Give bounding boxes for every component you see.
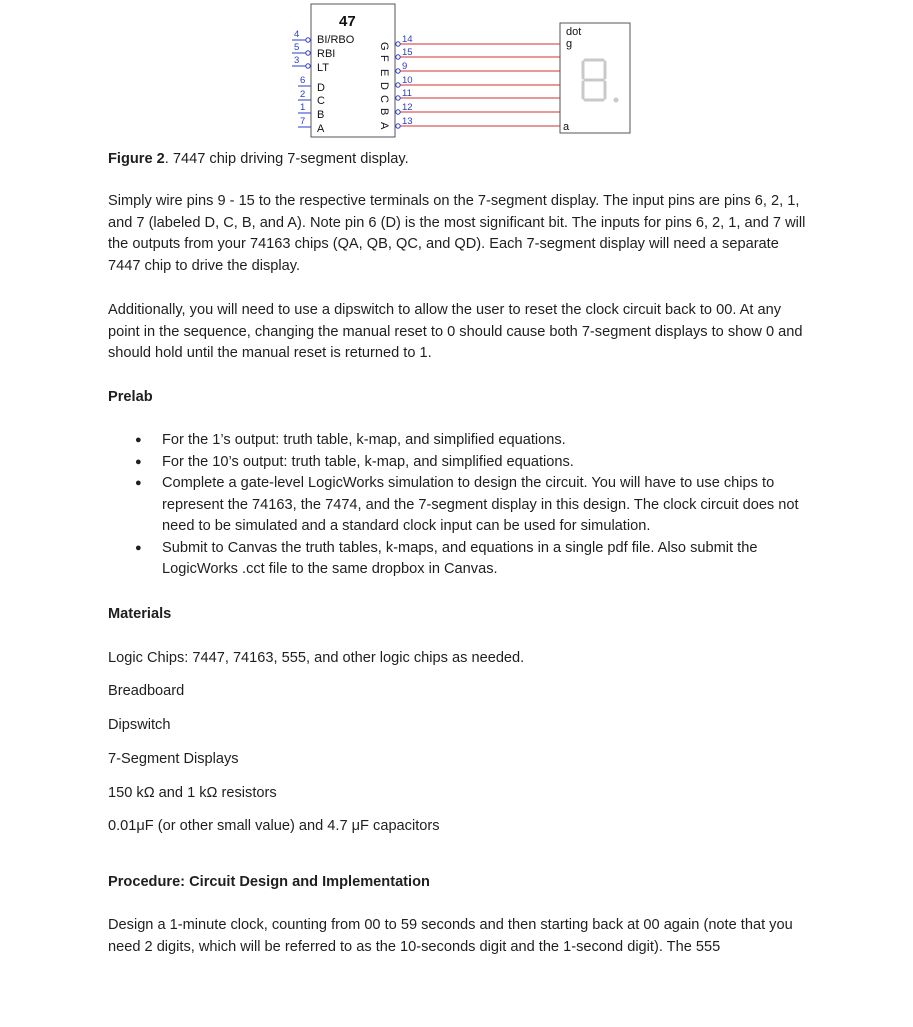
materials-heading: Materials (108, 606, 172, 622)
label-in-b: B (317, 109, 325, 121)
materials-item: 150 kΩ and 1 kΩ resistors (108, 785, 277, 801)
label-bi-rbo: BI/RBO (317, 34, 355, 46)
paragraph-wiring: Simply wire pins 9 - 15 to the respective terminals on the 7-segment display. The input pins are pins 6, 2, 1, and 7 (labeled D, C, B, and A). Note pin 6 (D) is the most significant bit. The inputs for pins 6, 2, 1, and 7 will the outputs from your 74163 chips (QA, QB, QC, and QD). Each 7-segment display will need a separate 7447 chip to drive the display. (108, 193, 806, 274)
pin-4: 4 (294, 29, 300, 40)
figure-caption-text: . 7447 chip driving 7-segment display. (164, 151, 409, 167)
output-wires (400, 44, 560, 126)
materials-item: Breadboard (108, 683, 185, 699)
figure-7447-diagram (0, 0, 913, 140)
materials-item: 7-Segment Displays (108, 751, 239, 767)
chip-right-pin-stubs (396, 42, 400, 128)
prelab-heading: Prelab (108, 389, 153, 405)
label-in-a: A (317, 123, 325, 135)
label-out-g: G (378, 42, 390, 51)
pin-12: 12 (402, 102, 413, 113)
pin-11: 11 (402, 88, 412, 99)
prelab-item: ● For the 10’s output: truth table, k-map, and simplified equations. (108, 452, 808, 474)
label-rbi: RBI (317, 48, 336, 60)
procedure-heading: Procedure: Circuit Design and Implementation (108, 874, 430, 890)
prelab-item: ● Complete a gate-level LogicWorks simulation to design the circuit. You will have to use chips to represent the 74163, the 7474, and the 7-segment display in this design. The clock circuit does not need to be simulated and a standard clock input can be used for simulation. (108, 473, 808, 538)
label-out-d: D (378, 82, 390, 90)
segment-dot-icon (614, 98, 619, 103)
label-lt: LT (317, 62, 330, 74)
pin-2: 2 (300, 89, 306, 100)
label-out-b: B (378, 108, 390, 116)
label-in-d: D (317, 82, 325, 94)
figure-caption-label: Figure 2 (108, 151, 165, 167)
procedure-text: Design a 1-minute clock, counting from 00 to 59 seconds and then starting back at 00 again (note that you need 2 digits, which will be referred to as the 10-seconds digit and the 1-second digit). The 555 (108, 917, 793, 955)
chip-left-pins (294, 29, 305, 127)
label-out-e: E (378, 69, 390, 77)
pin-6: 6 (300, 75, 306, 86)
display-g-label: g (566, 38, 573, 50)
pin-1: 1 (300, 102, 306, 113)
label-out-a: A (378, 122, 390, 130)
pin-15: 15 (402, 47, 413, 58)
pin-13: 13 (402, 116, 413, 127)
pin-9: 9 (402, 61, 408, 72)
label-out-f: F (378, 55, 390, 62)
label-in-c: C (317, 95, 325, 107)
pin-14: 14 (402, 34, 413, 45)
materials-item: Logic Chips: 7447, 74163, 555, and other logic chips as needed. (108, 650, 525, 666)
pin-10: 10 (402, 75, 413, 86)
display-a-label: a (563, 121, 570, 133)
prelab-item: ● Submit to Canvas the truth tables, k-maps, and equations in a single pdf file. Also submit the LogicWorks .cct file to the same dropbox in Canvas. (108, 538, 808, 581)
chip-number: 47 (339, 13, 356, 30)
prelab-list (108, 430, 808, 581)
figure-caption (108, 149, 409, 171)
pin-3: 3 (294, 55, 300, 66)
chip-right-pins (402, 34, 413, 127)
label-out-c: C (378, 95, 390, 103)
paragraph-dipswitch: Additionally, you will need to use a dipswitch to allow the user to reset the clock circuit back to 00. At any point in the sequence, changing the manual reset to 0 should cause both 7-segment displays to show 0 and should hold until the manual reset is returned to 1. (108, 302, 803, 361)
prelab-item: ● For the 1’s output: truth table, k-map, and simplified equations. (108, 430, 808, 452)
display-dot-label: dot (566, 26, 582, 38)
materials-item: 0.01μF (or other small value) and 4.7 μF capacitors (108, 818, 440, 834)
pin-7: 7 (300, 116, 306, 127)
materials-item: Dipswitch (108, 717, 171, 733)
pin-5: 5 (294, 42, 300, 53)
